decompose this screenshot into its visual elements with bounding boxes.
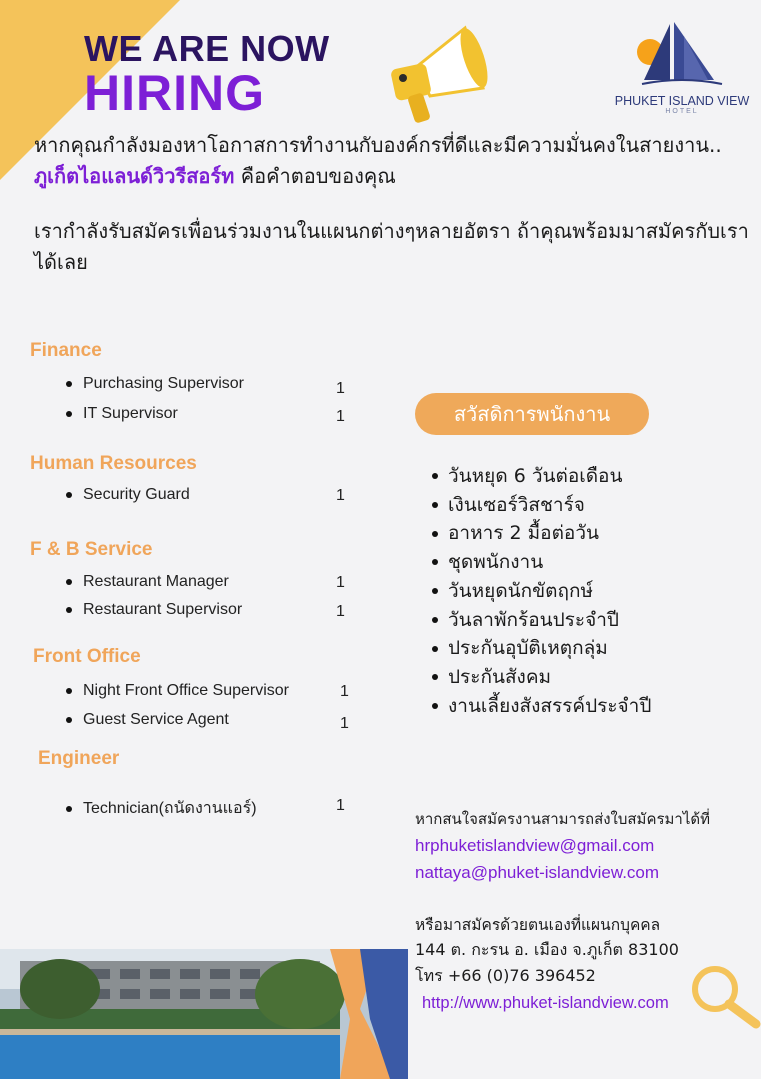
phone: โทร +66 (0)76 396452 (415, 966, 596, 985)
job-item: Restaurant Supervisor (66, 601, 242, 619)
dept-engineer: Engineer (38, 748, 120, 769)
hotel-logo (612, 18, 752, 115)
bullet (66, 717, 72, 723)
benefits-list (432, 462, 651, 720)
email-link-nattaya[interactable]: nattaya@phuket-islandview.com (415, 863, 660, 882)
job-count: 1 (336, 380, 345, 397)
dept-fb-service: F & B Service (30, 539, 153, 560)
headline-we-are-now: WE ARE NOW (84, 28, 330, 69)
website-link[interactable]: http://www.phuket-islandview.com (422, 994, 669, 1012)
benefit-item: วันลาพักร้อนประจำปี (432, 606, 651, 635)
email-link-hr[interactable]: hrphuketislandview@gmail.com (415, 836, 655, 855)
sailboat-logo-icon (622, 18, 742, 90)
logo-name: PHUKET ISLAND VIEW (614, 94, 750, 108)
dept-human-resources: Human Resources (30, 453, 197, 474)
job-count: 1 (336, 408, 345, 425)
job-count: 1 (336, 574, 345, 591)
logo-sub: HOTEL (665, 108, 699, 115)
bullet (66, 381, 72, 387)
address: 144 ต. กะรน อ. เมือง จ.ภูเก็ต 83100 (415, 940, 679, 959)
bullet (66, 607, 72, 613)
walkin-text: หรือมาสมัครด้วยตนเองที่แผนกบุคคล (415, 916, 661, 934)
bullet (66, 806, 72, 812)
job-count: 1 (340, 683, 349, 700)
contact-label: หากสนใจสมัครงานสามารถส่งใบสมัครมาได้ที่ (415, 810, 711, 828)
benefit-item: เงินเซอร์วิสชาร์จ (432, 491, 651, 520)
job-item: Night Front Office Supervisor (66, 682, 289, 700)
benefit-item: ชุดพนักงาน (432, 548, 651, 577)
job-count: 1 (336, 603, 345, 620)
intro-paragraph-2: เรากำลังรับสมัครเพื่อนร่วมงานในแผนกต่างๆหลายอัตรา ถ้าคุณพร้อมมาสมัครกับเราได้เลย (34, 219, 749, 274)
resort-name: ภูเก็ตไอแลนด์วิวรีสอร์ท (34, 164, 235, 188)
job-count: 1 (340, 715, 349, 732)
magnifier-icon (688, 962, 761, 1036)
job-item: IT Supervisor (66, 405, 178, 423)
dept-front-office: Front Office (33, 646, 141, 667)
intro-paragraph (34, 130, 749, 192)
bullet (66, 688, 72, 694)
benefit-item: อาหาร 2 มื้อต่อวัน (432, 519, 651, 548)
headline-hiring: HIRING (84, 65, 265, 121)
hotel-photo (0, 949, 408, 1079)
benefits-title: สวัสดิการพนักงาน (415, 393, 649, 435)
benefit-item: ประกันสังคม (432, 663, 651, 692)
benefit-item: วันหยุดนักขัตฤกษ์ (432, 577, 651, 606)
megaphone-icon (385, 18, 500, 132)
dept-finance: Finance (30, 340, 102, 361)
job-count: 1 (336, 797, 345, 814)
job-item: Technician(ถนัดงานแอร์) (66, 796, 257, 821)
benefit-item: วันหยุด 6 วันต่อเดือน (432, 462, 651, 491)
job-count: 1 (336, 487, 345, 504)
bullet (66, 411, 72, 417)
bullet (66, 579, 72, 585)
benefit-item: งานเลี้ยงสังสรรค์ประจำปี (432, 692, 651, 721)
benefit-item: ประกันอุบัติเหตุกลุ่ม (432, 634, 651, 663)
intro-text-end: คือคำตอบของคุณ (234, 164, 396, 188)
intro-text: หากคุณกำลังมองหาโอกาสการทำงานกับองค์กรที่ดีและมีความมั่นคงในสายงาน.. (34, 133, 722, 157)
job-item: Guest Service Agent (66, 711, 229, 729)
bullet (66, 492, 72, 498)
job-item: Restaurant Manager (66, 573, 229, 591)
job-item: Security Guard (66, 486, 190, 504)
job-item: Purchasing Supervisor (66, 375, 244, 393)
